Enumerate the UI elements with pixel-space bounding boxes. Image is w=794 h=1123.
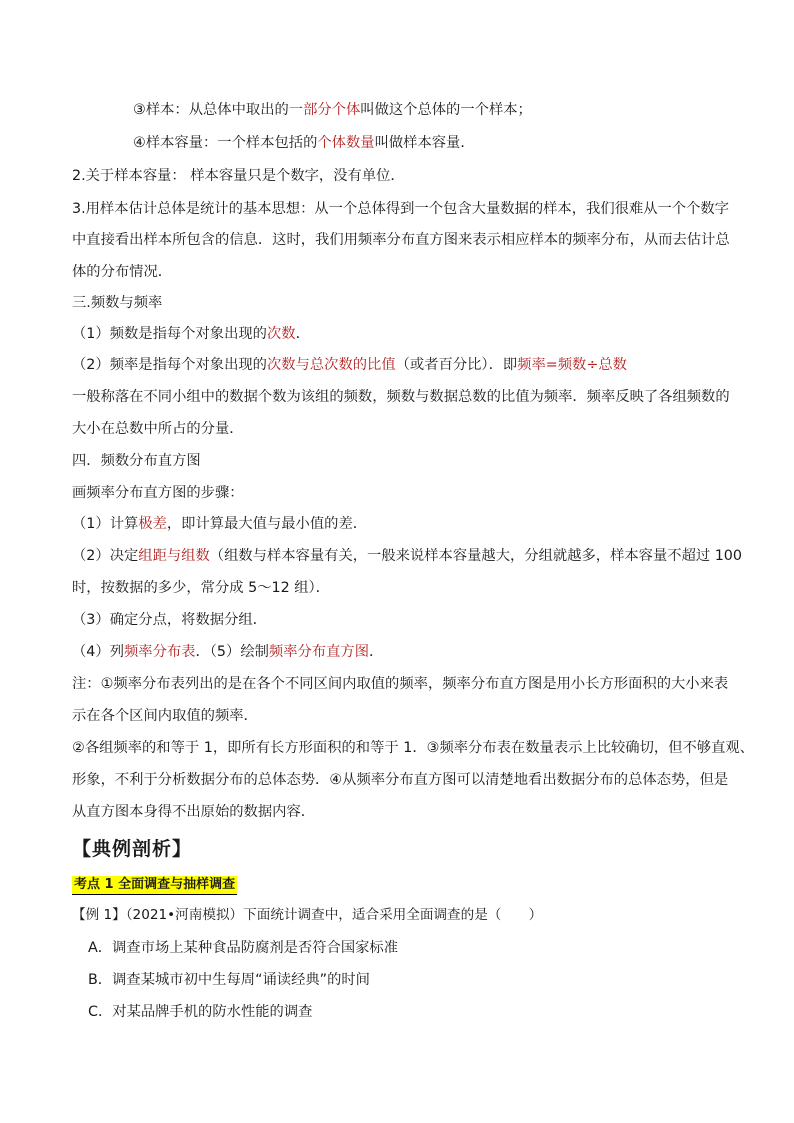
frequency-count-definition: （1）频数是指每个对象出现的次数． bbox=[72, 326, 310, 342]
topic-badge: 考点 1 全面调查与抽样调查 bbox=[72, 876, 237, 895]
example-analysis-heading: 【典例剖析】 bbox=[72, 838, 193, 860]
step-1: （1）计算极差，即计算最大值与最小值的差． bbox=[72, 516, 368, 532]
example-1-stem: 【例 1】（2021•河南模拟）下面统计调查中，适合采用全面调查的是（ ） bbox=[72, 907, 543, 923]
paragraph-estimation-line2: 中直接看出样本所包含的信息．这时，我们用频率分布直方图来表示相应样本的频率分布，从而去估计总 bbox=[72, 232, 730, 248]
steps-title: 画频率分布直方图的步骤： bbox=[72, 485, 244, 501]
option-a: A．调查市场上某种食品防腐剂是否符合国家标准 bbox=[88, 940, 399, 956]
option-c: C．对某品牌手机的防水性能的调查 bbox=[88, 1004, 313, 1020]
definition-sample-size: ④样本容量：一个样本包括的个体数量叫做样本容量． bbox=[133, 135, 475, 151]
note-line4: 形象，不利于分析数据分布的总体态势．④从频率分布直方图可以清楚地看出数据分布的总体态势，但是 bbox=[72, 772, 729, 788]
note-line3: ②各组频率的和等于 1，即所有长方形面积的和等于 1．③频率分布表在数量表示上比较确切，但不够直观、 bbox=[72, 740, 754, 756]
option-b: B．调查某城市初中生每周“诵读经典”的时间 bbox=[88, 972, 370, 988]
section-title-frequency: 三.频数与频率 bbox=[72, 295, 163, 311]
frequency-rate-definition: （2）频率是指每个对象出现的次数与总次数的比值（或者百分比）．即频率=频数÷总数 bbox=[72, 357, 627, 373]
step-4-5: （4）列频率分布表．（5）绘制频率分布直方图． bbox=[72, 644, 384, 660]
section-title-histogram: 四．频数分布直方图 bbox=[72, 453, 201, 469]
paragraph-sample-size: 2.关于样本容量： 样本容量只是个数字，没有单位． bbox=[72, 168, 405, 184]
paragraph-estimation-line3: 体的分布情况． bbox=[72, 264, 173, 280]
definition-sample: ③样本：从总体中取出的一部分个体叫做这个总体的一个样本； bbox=[133, 102, 532, 118]
frequency-note-line2: 大小在总数中所占的分量． bbox=[72, 421, 244, 437]
note-line2: 示在各个区间内取值的频率． bbox=[72, 708, 258, 724]
note-line1: 注：①频率分布表列出的是在各个不同区间内取值的频率，频率分布直方图是用小长方形面积的大小来表 bbox=[72, 676, 729, 692]
step-3: （3）确定分点，将数据分组． bbox=[72, 612, 267, 628]
frequency-note-line1: 一般称落在不同小组中的数据个数为该组的频数，频数与数据总数的比值为频率．频率反映了各组频数的 bbox=[72, 389, 730, 405]
step-2-line1: （2）决定组距与组数（组数与样本容量有关，一般来说样本容量越大，分组就越多，样本容量不超过 100 bbox=[72, 548, 743, 564]
paragraph-estimation-line1: 3.用样本估计总体是统计的基本思想：从一个总体得到一个包含大量数据的样本，我们很难从一个个数字 bbox=[72, 201, 729, 217]
note-line5: 从直方图本身得不出原始的数据内容． bbox=[72, 804, 316, 820]
step-2-line2: 时，按数据的多少，常分成 5～12 组）． bbox=[72, 580, 330, 596]
